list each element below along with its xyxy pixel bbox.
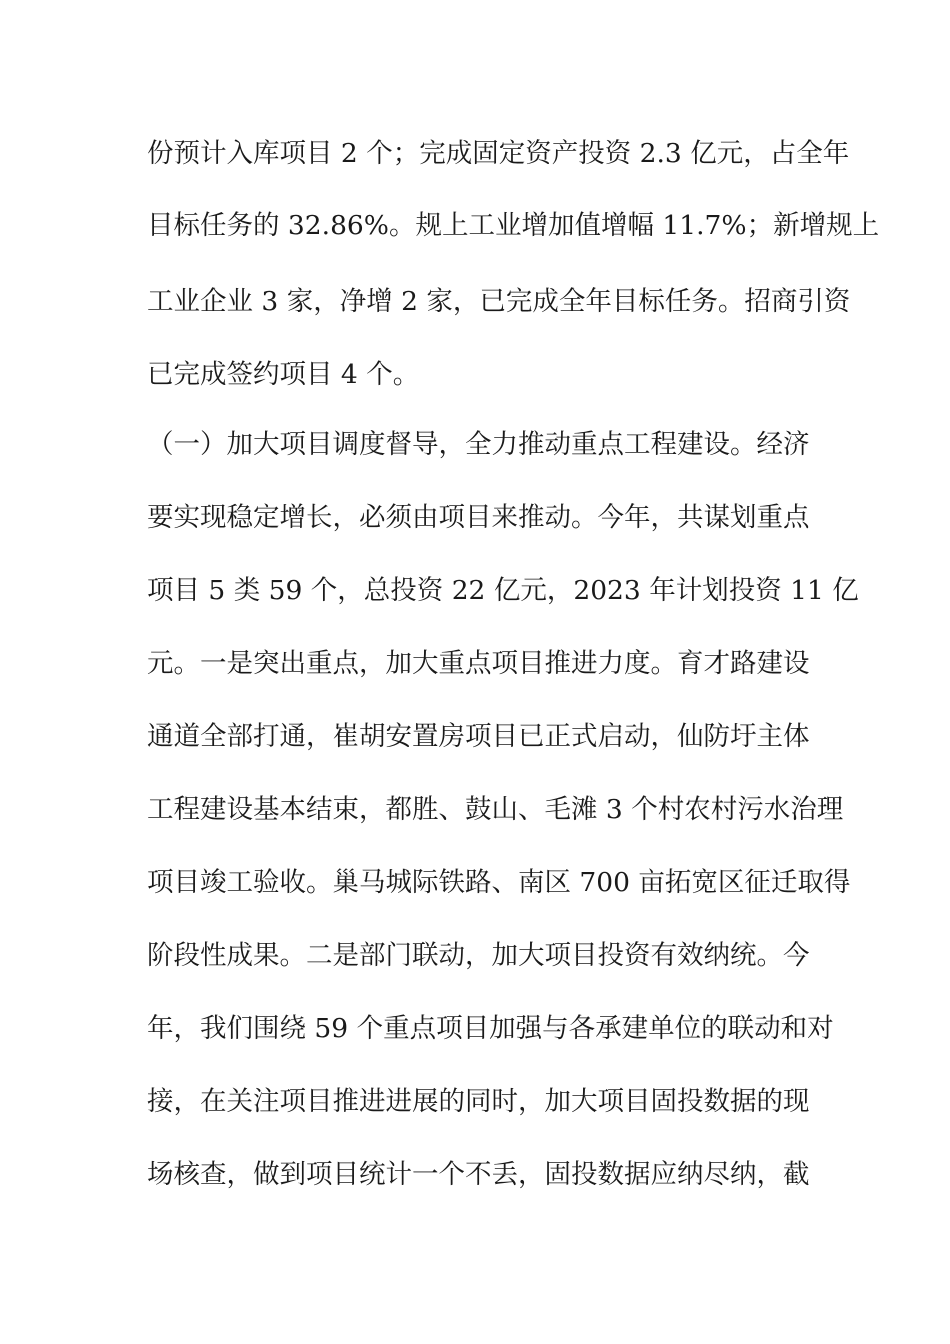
paragraph-line: 通道全部打通，崔胡安置房项目已正式启动，仙防圩主体	[147, 721, 810, 752]
paragraph-line: 阶段性成果。二是部门联动，加大项目投资有效纳统。今	[147, 940, 810, 971]
paragraph-line: 场核查，做到项目统计一个不丢，固投数据应纳尽纳，截	[147, 1159, 810, 1190]
paragraph-line: 已完成签约项目 4 个。	[147, 359, 420, 390]
paragraph-line: 工业企业 3 家，净增 2 家，已完成全年目标任务。招商引资	[147, 286, 851, 317]
paragraph-line: 项目竣工验收。巢马城际铁路、南区 700 亩拓宽区征迁取得	[147, 867, 851, 898]
paragraph-line: 目标任务的 32.86%。规上工业增加值增幅 11.7%；新增规上	[147, 210, 880, 241]
section-heading-line: （一）加大项目调度督导，全力推动重点工程建设。经济	[147, 429, 810, 460]
paragraph-line: 接，在关注项目推进进展的同时，加大项目固投数据的现	[147, 1086, 810, 1117]
paragraph-line: 要实现稳定增长，必须由项目来推动。今年，共谋划重点	[147, 502, 810, 533]
paragraph-line: 年，我们围绕 59 个重点项目加强与各承建单位的联动和对	[147, 1013, 834, 1044]
paragraph-line: 份预计入库项目 2 个；完成固定资产投资 2.3 亿元，占全年	[147, 138, 850, 169]
paragraph-line: 元。一是突出重点，加大重点项目推进力度。育才路建设	[147, 648, 810, 679]
paragraph-line: 工程建设基本结束，都胜、鼓山、毛滩 3 个村农村污水治理	[147, 794, 844, 825]
paragraph-line: 项目 5 类 59 个，总投资 22 亿元，2023 年计划投资 11 亿	[147, 575, 859, 606]
